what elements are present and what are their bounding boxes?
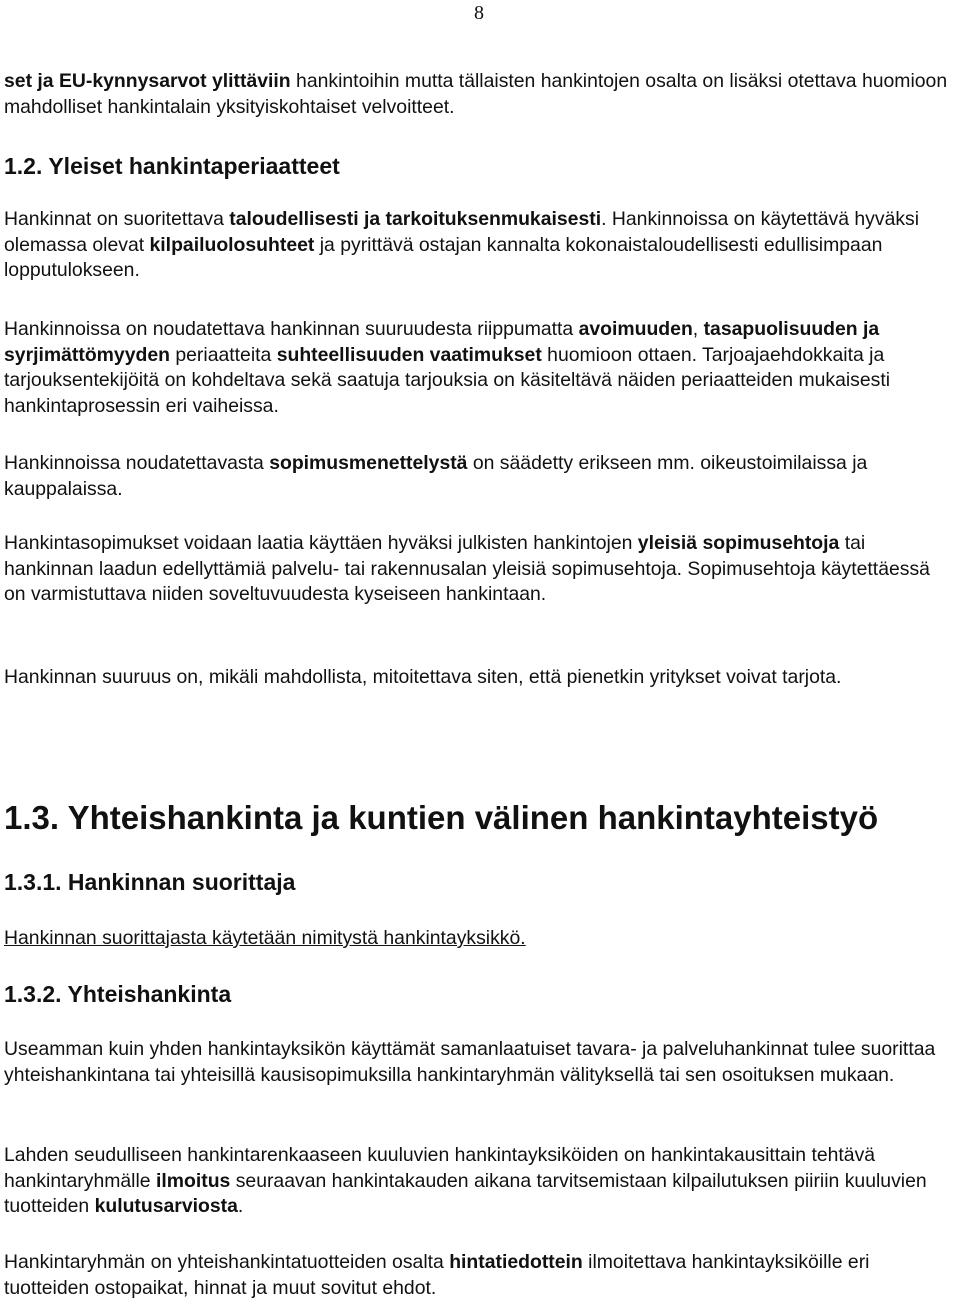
emphasis-text: set ja EU-kynnysarvot ylittäviin: [4, 70, 291, 92]
paragraph-openness: [4, 317, 954, 419]
paragraph-contract-terms: [4, 531, 954, 608]
emphasis-text: ilmoitus: [155, 1169, 231, 1192]
body-text: tai hankinnan laadun edellyttämiä palvelu- tai rakennusalan yleisiä sopimusehtoja. Sopimusehtoja käytettäessä on varmistuttava niiden soveltuvuudesta kyseiseen hankintaan.: [4, 532, 936, 606]
heading-1-3-2: 1.3.2. Yhteishankinta: [4, 981, 232, 1007]
emphasis-text: taloudellisesti ja tarkoituksenmukaisesti: [229, 208, 602, 230]
body-text: . Hankinnoissa on käytettävä hyväksi olemassa olevat: [4, 208, 925, 256]
body-text: .: [237, 1195, 244, 1218]
emphasis-text: sopimusmenettelystä: [269, 452, 468, 474]
paragraph-contract-procedure: [4, 451, 954, 502]
emphasis-text: yleisiä sopimusehtoja: [637, 532, 840, 554]
body-text: Hankintaryhmän on yhteishankintatuotteiden osalta: [4, 1251, 450, 1273]
paragraph-procuring-entity: [4, 926, 954, 952]
body-text: hankintoihin mutta tällaisten hankintojen osalta on lisäksi otettava huomioon mahdolliset hankintalain yksityiskohtaiset velvoitteet.: [4, 70, 953, 118]
body-text: huomioon ottaen. Tarjoajaehdokkaita ja tarjouksentekijöitä on kohdeltava sekä saatuja tarjouksia on käsiteltävä näiden periaatteiden mukaisesti hankintaprosessin eri vaiheissa.: [4, 343, 896, 417]
emphasis-text: kulutusarviosta: [94, 1195, 238, 1218]
paragraph-principles: [4, 207, 954, 284]
paragraph-regional-ring: [4, 1143, 954, 1220]
emphasis-text: suhteellisuuden vaatimukset: [276, 343, 542, 366]
paragraph-thresholds: [4, 69, 954, 120]
heading-1-2: 1.2. Yleiset hankintaperiaatteet: [4, 153, 340, 179]
body-text: Lahden seudulliseen hankintarenkaaseen kuuluvien hankintayksiköiden on hankintakausittain tehtävä hankintaryhmälle: [4, 1144, 881, 1192]
heading-1-3: 1.3. Yhteishankinta ja kuntien välinen hankintayhteistyö: [4, 799, 879, 836]
body-text: on säädetty erikseen mm. oikeustoimilaissa ja kauppalaissa.: [4, 452, 873, 500]
underlined-text: Hankinnan suorittajasta käytetään nimitystä hankintayksikkö.: [4, 927, 526, 949]
paragraph-procurement-size: [4, 665, 954, 691]
body-text: Hankinnoissa on noudatettava hankinnan suuruudesta riippumatta: [4, 318, 579, 340]
body-text: ilmoitettava hankintayksiköille eri tuotteiden ostopaikat, hinnat ja muut sovitut ehdot.: [4, 1251, 875, 1299]
body-text: Useamman kuin yhden hankintayksikön käyttämät samanlaatuiset tavara- ja palveluhankinnat tulee suorittaa yhteishankintana tai yhteisillä kausisopimuksilla hankintaryhmän välityksellä tai sen osoituksen mukaan.: [4, 1038, 941, 1086]
body-text: periaatteita: [169, 343, 277, 366]
body-text: Hankintasopimukset voidaan laatia käyttäen hyväksi julkisten hankintojen: [4, 532, 638, 554]
emphasis-text: kilpailuolosuhteet: [149, 233, 315, 256]
body-text: Hankinnoissa noudatettavasta: [4, 452, 270, 474]
page-number: 8: [474, 2, 484, 24]
paragraph-joint-procurement: [4, 1037, 954, 1088]
body-text: Hankinnan suuruus on, mikäli mahdollista, mitoitettava siten, että pienetkin yritykset voivat tarjota.: [4, 666, 842, 688]
body-text: Hankinnat on suoritettava: [4, 208, 230, 230]
body-text: ,: [692, 318, 704, 340]
emphasis-text: avoimuuden: [578, 318, 693, 340]
emphasis-text: hintatiedottein: [449, 1251, 583, 1273]
emphasis-text: tasapuolisuuden ja syrjimättömyyden: [4, 318, 885, 366]
heading-1-3-1: 1.3.1. Hankinnan suorittaja: [4, 869, 296, 895]
body-text: ja pyrittävä ostajan kannalta kokonaistaloudellisesti edullisimpaan lopputulokseen.: [4, 233, 888, 282]
body-text: seuraavan hankintakauden aikana tarvitsemistaan kilpailutuksen piiriin kuuluvien tuotteiden: [4, 1169, 933, 1218]
paragraph-price-bulletins: [4, 1250, 954, 1301]
